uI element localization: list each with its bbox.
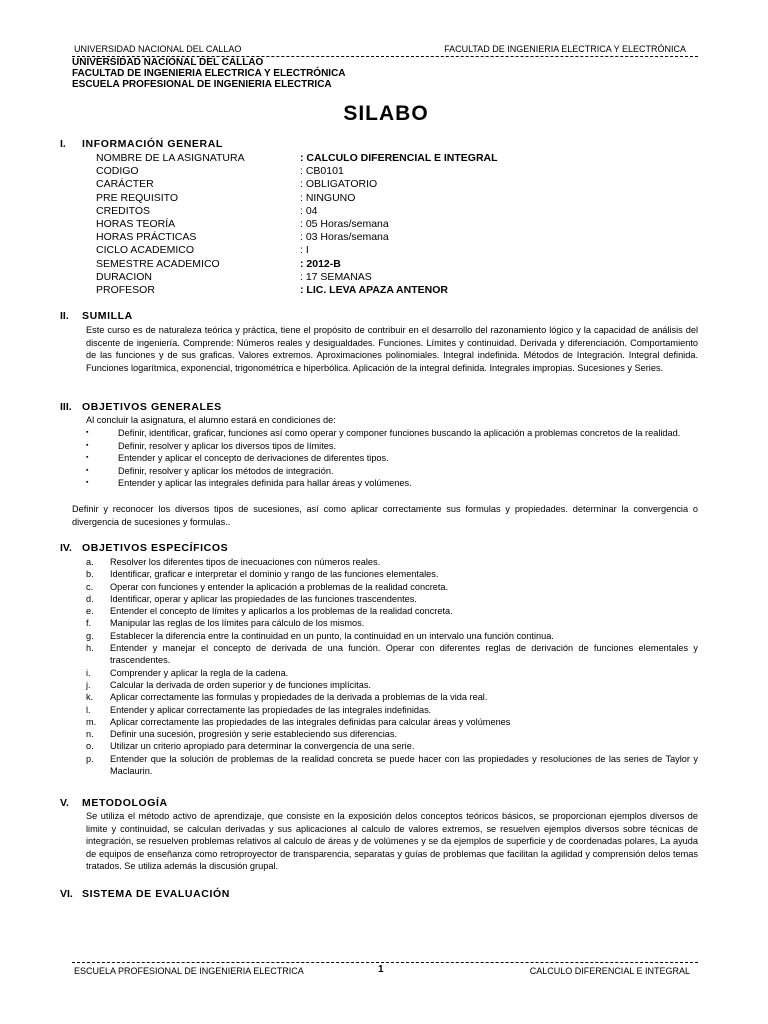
page-number: 1 [378,964,384,975]
list-item: n. Definir una sucesión, progresión y serie estableciendo sus diferencias. [86,729,398,740]
info-row [96,205,498,218]
list-item: f. Manipular las reglas de los límites para cálculo de los mismos. [86,618,365,629]
institution-faculty: FACULTAD DE INGENIERIA ELECTRICA Y ELECTRÓNICA [72,68,346,79]
list-item: m. Aplicar correctamente las propiedades de las integrales definidas para calcular áreas y volúmenes [86,716,511,727]
info-value: : 04 [300,204,318,217]
list-item: j. Calcular la derivada de orden superior y de funciones implícitas. [86,679,371,690]
list-item: ▪ Entender y aplicar el concepto de derivaciones de diferentes tipos. [86,453,389,464]
section-title: SUMILLA [82,310,133,322]
list-item: o. Utilizar un criterio apropiado para determinar la convergencia de una serie. [86,741,415,752]
running-footer-left: ESCUELA PROFESIONAL DE INGENIERIA ELECTRICA [74,966,304,976]
section-heading-methodology [60,797,168,809]
info-value: : NINGUNO [300,191,356,204]
info-value: : 03 Horas/semana [300,231,389,244]
info-key: CODIGO [96,165,139,178]
info-key: NOMBRE DE LA ASIGNATURA [96,152,245,164]
info-value: : I [300,244,309,257]
info-value: : LIC. LEVA APAZA ANTENOR [300,284,448,297]
sumilla-paragraph: Este curso es de naturaleza teórica y práctica, tiene el propósito de contribuir en el desarrollo del razonamiento lógico y la capacidad de análisis del discente de ingeniería. Comprende: Números reales y desigualdades. Funciones. Límites y continuidad. Derivada y diferenciación. Comportamiento de las funciones y de sus graficas. Valores extremos. Aproximaciones polinomiales. Integral indefinida. Métodos de Integración. Integral definida. Funciones logarítmica, exponencial, trigonométrica e hiperbólica. Aplicación de la integral definida. Integrales impropias. Sucesiones y Series. [86,325,698,373]
section-heading-evaluation [60,888,230,900]
section-title: METODOLOGÍA [82,797,168,809]
info-key: CREDITOS [96,204,151,217]
section-number: III. [60,401,72,413]
bullet-icon: ▪ [86,441,89,449]
list-item: l. Entender y aplicar correctamente las propiedades de las integrales indefinidas. [86,704,432,715]
list-item: c. Operar con funciones y entender la aplicación a problemas de la realidad concreta. [86,581,449,592]
running-header-left: UNIVERSIDAD NACIONAL DEL CALLAO [74,44,242,54]
general-info-table [96,152,498,297]
list-item: ▪ Definir, resolver y aplicar los diversos tipos de límites. [86,440,337,451]
section-title: SISTEMA DE EVALUACIÓN [82,888,230,900]
list-item: b. Identificar, graficar e interpretar el dominio y rango de las funciones elementales. [86,569,439,580]
section-heading-general-info [60,138,223,150]
running-header-right: FACULTAD DE INGENIERIA ELECTRICA Y ELECTRÓNICA [444,44,686,54]
section-number: I. [60,138,66,150]
institution-university: UNIVERSIDAD NACIONAL DEL CALLAO [72,57,264,68]
info-row [96,244,498,257]
bullet-icon: ▪ [86,479,89,487]
section-heading-general-objectives [60,401,222,413]
general-objectives-list [86,427,686,490]
methodology-paragraph: Se utiliza el método activo de aprendizaje, que consiste en la exposición delos conceptos teóricos básicos, se proporcionan ejemplos diversos de limite y continuidad, se calculan derivadas y sus aplicaciones al calculo de valores extremos, se resuelven ejemplos diversos sobre técnicas de integración, se resuelven problemas relativos al calculo de áreas y de volúmenes y se da ejemplos de superficie y de coordenadas polares, La ayuda de equipos de enseñanza como retroproyector de transparencia, separatas y guías de problemas que facilitan la agilidad y comprensión delos temas tratados. Se utiliza además la discusión grupal. [86,811,698,872]
info-key: PROFESOR [96,284,155,297]
section-title: INFORMACIÓN GENERAL [82,138,223,150]
info-key: HORAS PRÁCTICAS [96,231,197,244]
section-number: V. [60,797,69,809]
institution-block [72,57,346,90]
info-row [96,218,498,231]
general-objectives-closing: Definir y reconocer los diversos tipos de sucesiones, así como aplicar correctamente sus formulas y propiedades. determinar la convergencia o divergencia de sucesiones y formulas.. [72,504,698,527]
list-item: a. Resolver los diferentes tipos de inecuaciones con números reales. [86,557,381,567]
list-item: e. Entender el concepto de límites y aplicarlos a los problemas de la realidad concreta. [86,606,453,617]
section-number: IV. [60,542,72,554]
info-key: SEMESTRE ACADEMICO [96,257,220,270]
info-row [96,152,498,165]
section-title: OBJETIVOS ESPECÍFICOS [82,542,229,554]
info-key: DURACION [96,270,153,283]
info-row [96,258,498,271]
section-number: II. [60,310,69,322]
list-item: ▪ Entender y aplicar las integrales definida para hallar áreas y volúmenes. [86,478,412,489]
section-number: VI. [60,888,73,900]
info-value: : 05 Horas/semana [300,218,389,231]
info-value: : OBLIGATORIO [300,178,378,191]
info-value: : CALCULO DIFERENCIAL E INTEGRAL [300,152,498,164]
info-key: CARÁCTER [96,178,154,191]
info-value: : 17 SEMANAS [300,270,372,283]
list-item: g. Establecer la diferencia entre la continuidad en un punto, la continuidad en un intervalo una función continua. [86,630,554,641]
section-heading-sumilla [60,310,133,322]
running-footer-right: CALCULO DIFERENCIAL E INTEGRAL [529,966,690,976]
list-item: k. Aplicar correctamente las formulas y propiedades de la derivada a problemas de la vida real. [86,692,488,703]
specific-objectives-list [86,556,698,777]
info-row [96,165,498,178]
info-row [96,271,498,284]
info-row [96,231,498,244]
bullet-icon: ▪ [86,429,89,436]
list-item: p. Entender que la solución de problemas de la realidad concreta se puede hacer con las propiedades y resoluciones de las series de Taylor y Maclaurin. [86,753,698,777]
info-row [96,192,498,205]
info-key: PRE REQUISITO [96,191,179,204]
list-item: h. Entender y manejar el concepto de derivada de una función. Operar con diferentes reglas de derivación de funciones elementales y trascendentes. [86,643,698,666]
info-row [96,178,498,191]
institution-school: ESCUELA PROFESIONAL DE INGENIERIA ELECTRICA [72,79,332,90]
bullet-icon: ▪ [86,454,89,462]
list-item: i. Comprender y aplicar la regla de la cadena. [86,667,289,678]
footer-divider [72,962,698,963]
info-value: : CB0101 [300,165,344,178]
general-objectives-intro: Al concluir la asignatura, el alumno estará en condiciones de: [86,415,336,425]
list-item: ▪ Definir, resolver y aplicar los métodos de integración. [86,465,334,476]
info-row [96,284,498,297]
info-key: CICLO ACADEMICO [96,244,195,257]
page-title: SILABO [343,102,429,125]
section-heading-specific-objectives [60,542,228,554]
list-item: ▪ Definir, identificar, graficar, funciones así como operar y componer funciones buscando la aplicación a problemas concretos de la realidad. [86,428,681,438]
list-item: d. Identificar, operar y aplicar las propiedades de las funciones trascendentes. [86,593,417,604]
section-title: OBJETIVOS GENERALES [82,401,222,413]
info-key: HORAS TEORÍA [96,218,176,231]
bullet-icon: ▪ [86,466,89,474]
info-value: : 2012-B [300,257,341,270]
